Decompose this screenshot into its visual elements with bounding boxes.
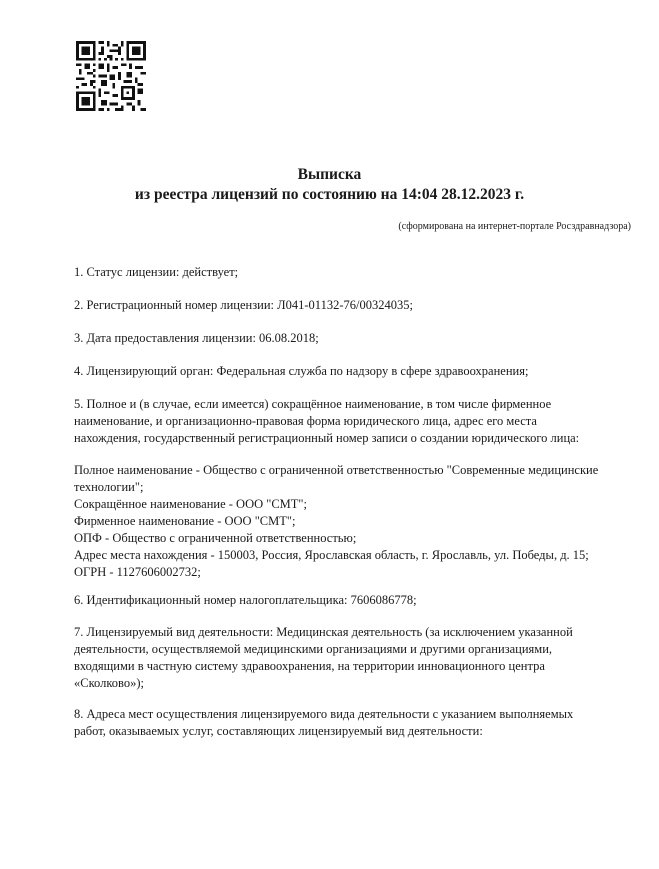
org-header-line: наименование, и организационно-правовая форма юридического лица, адрес его места bbox=[74, 414, 537, 428]
activity-line: входящими в частную систему здравоохранения, на территории инновационного центра bbox=[74, 659, 545, 673]
full-name-line: технологии"; bbox=[74, 480, 144, 494]
licensing-authority bbox=[74, 363, 630, 380]
source-note: (сформирована на интернет-портале Росздравнадзора) bbox=[398, 221, 631, 232]
document-title: Выписка bbox=[297, 166, 362, 183]
license-status bbox=[74, 264, 630, 281]
license-status-text: 1. Статус лицензии: действует; bbox=[74, 265, 239, 279]
licensed-activity bbox=[74, 624, 630, 692]
license-issue-date bbox=[74, 330, 630, 347]
org-header-line: 5. Полное и (в случае, если имеется) сокращённое наименование, в том числе фирменное bbox=[74, 397, 552, 411]
legal-form: ОПФ - Общество с ограниченной ответственностью; bbox=[74, 531, 357, 545]
license-reg-number bbox=[74, 297, 630, 314]
brand-name: Фирменное наименование - ООО "СМТ"; bbox=[74, 514, 296, 528]
document-subtitle: из реестра лицензий по состоянию на 14:04 28.12.2023 г. bbox=[134, 186, 525, 203]
activity-line: деятельности, осуществляемой медицинскими организациями и другими организациями, bbox=[74, 642, 553, 656]
activity-line: 7. Лицензируемый вид деятельности: Медицинская деятельность (за исключением указанной bbox=[74, 625, 573, 639]
organization-details bbox=[74, 462, 630, 581]
org-header-line: нахождения, государственный регистрационный номер записи о создании юридического лица: bbox=[74, 431, 580, 445]
short-name: Сокращённое наименование - ООО "СМТ"; bbox=[74, 497, 308, 511]
taxpayer-id bbox=[74, 592, 630, 609]
license-reg-number-text: 2. Регистрационный номер лицензии: Л041-01132-76/00324035; bbox=[74, 298, 413, 312]
activity-addresses bbox=[74, 706, 630, 740]
legal-address: Адрес места нахождения - 150003, Россия, Ярославская область, г. Ярославль, ул. Победы, д. 15; bbox=[74, 548, 589, 562]
activity-line: «Сколково»); bbox=[74, 676, 144, 690]
licensing-authority-text: 4. Лицензирующий орган: Федеральная служба по надзору в сфере здравоохранения; bbox=[74, 364, 529, 378]
full-name-line: Полное наименование - Общество с ограниченной ответственностью "Современные медицинские bbox=[74, 463, 599, 477]
addresses-line: 8. Адреса мест осуществления лицензируемого вида деятельности с указанием выполняемых bbox=[74, 707, 574, 721]
addresses-line: работ, оказываемых услуг, составляющих лицензируемый вид деятельности: bbox=[74, 724, 483, 738]
license-issue-date-text: 3. Дата предоставления лицензии: 06.08.2018; bbox=[74, 331, 319, 345]
taxpayer-id-text: 6. Идентификационный номер налогоплательщика: 7606086778; bbox=[74, 593, 417, 607]
organization-name-header bbox=[74, 396, 630, 447]
ogrn: ОГРН - 1127606002732; bbox=[74, 565, 201, 579]
qr-code-icon bbox=[76, 41, 146, 111]
